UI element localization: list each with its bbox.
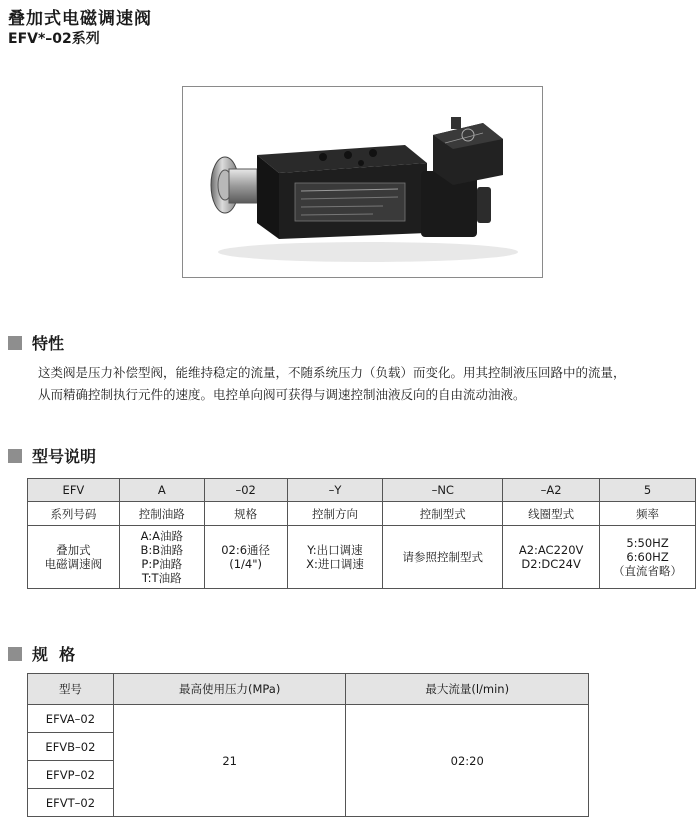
desc-line: Y:出口调速 xyxy=(307,543,363,557)
desc-line: 02:6通径 xyxy=(221,543,271,557)
desc-line: P:P油路 xyxy=(141,557,183,571)
spec-table xyxy=(27,673,589,817)
spec-model-cell: EFVB–02 xyxy=(28,733,114,761)
code-cell: EFV xyxy=(28,479,120,502)
spec-model-cell: EFVA–02 xyxy=(28,705,114,733)
spec-row xyxy=(28,705,589,733)
features-heading xyxy=(8,331,64,354)
desc-line: B:B油路 xyxy=(140,543,184,557)
name-cell: 规格 xyxy=(204,502,287,526)
control-desc-cell: 请参照控制型式 xyxy=(383,526,503,589)
valve-illustration xyxy=(183,87,542,277)
name-cell: 系列号码 xyxy=(28,502,120,526)
name-cell: 控制油路 xyxy=(119,502,204,526)
product-photo xyxy=(182,86,543,278)
flow-cell: 02:20 xyxy=(346,705,589,817)
features-line: 从而精确控制执行元件的速度。电控单向阀可获得与调速控制油液反向的自由流动油液。 xyxy=(38,387,526,402)
features-line: 这类阀是压力补偿型阀，能维持稳定的流量，不随系统压力（负载）而变化。用其控制液压回路中的流量， xyxy=(38,365,626,380)
name-cell: 控制型式 xyxy=(383,502,503,526)
desc-line: 电磁调速阀 xyxy=(44,557,103,571)
name-cell: 控制方向 xyxy=(287,502,383,526)
size-desc-cell xyxy=(204,526,287,589)
spec-model-cell: EFVT–02 xyxy=(28,789,114,817)
spec-model-cell: EFVP–02 xyxy=(28,761,114,789)
oil-path-desc-cell xyxy=(119,526,204,589)
code-cell: A xyxy=(119,479,204,502)
desc-line: A2:AC220V xyxy=(518,543,584,557)
model-heading-label: 型号说明 xyxy=(32,447,97,466)
direction-desc-cell xyxy=(287,526,383,589)
page-title: 叠加式电磁调速阀 xyxy=(8,9,152,29)
desc-line: 6:60HZ xyxy=(626,550,669,564)
name-cell: 线圈型式 xyxy=(503,502,600,526)
name-cell: 频率 xyxy=(600,502,696,526)
desc-line: D2:DC24V xyxy=(521,557,581,571)
section-marker xyxy=(8,336,22,350)
code-cell: 5 xyxy=(600,479,696,502)
section-marker xyxy=(8,647,22,661)
section-marker xyxy=(8,449,22,463)
desc-line: A:A油路 xyxy=(140,529,183,543)
code-row xyxy=(28,479,696,502)
code-cell: –A2 xyxy=(503,479,600,502)
desc-line: (1/4") xyxy=(229,557,263,571)
desc-line: 5:50HZ xyxy=(626,536,669,550)
code-cell: –02 xyxy=(204,479,287,502)
spec-heading xyxy=(8,642,75,665)
spec-header-cell: 型号 xyxy=(28,674,114,705)
coil-desc-cell xyxy=(503,526,600,589)
desc-line: （直流省略） xyxy=(613,564,683,578)
freq-desc-cell xyxy=(600,526,696,589)
spec-header-cell: 最高使用压力(MPa) xyxy=(113,674,346,705)
spec-header-row xyxy=(28,674,589,705)
series-subtitle: EFV*–02系列 xyxy=(8,31,100,47)
desc-line: 叠加式 xyxy=(56,543,91,557)
code-cell: –Y xyxy=(287,479,383,502)
description-row xyxy=(28,526,696,589)
features-heading-label: 特性 xyxy=(32,334,65,353)
series-desc-cell xyxy=(28,526,120,589)
code-cell: –NC xyxy=(383,479,503,502)
desc-line: T:T油路 xyxy=(141,571,182,585)
model-code-table xyxy=(27,478,696,589)
name-row xyxy=(28,502,696,526)
desc-line: X:进口调速 xyxy=(306,557,364,571)
pressure-cell: 21 xyxy=(113,705,346,817)
spec-header-cell: 最大流量(l/min) xyxy=(346,674,589,705)
features-paragraph xyxy=(38,362,688,406)
model-heading xyxy=(8,444,96,467)
spec-heading-label: 规 格 xyxy=(32,645,76,664)
